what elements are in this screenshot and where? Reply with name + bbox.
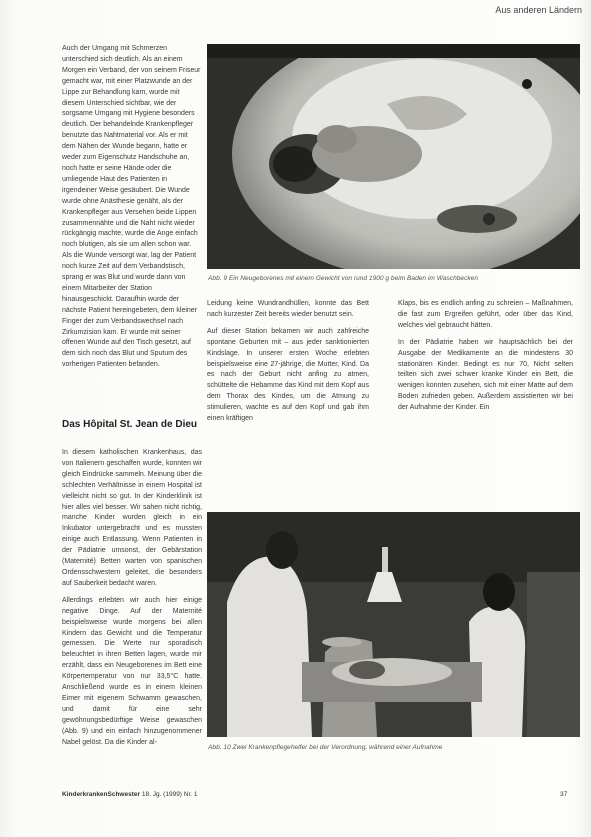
column-1-text [62, 44, 202, 414]
paragraph: Leidung keine Wundrandhüllen, konnte das Bett nach kurzester Zeit bereits wieder benutzt sein. [207, 300, 369, 318]
paragraph: Klaps, bis es endlich anfing zu schreien – Maßnahmen, die fast zum Ergreifen geführt, oder über das Kind, welches viel gebraucht hätten. [398, 300, 573, 329]
page-number: 37 [560, 791, 568, 798]
paragraph: Auf dieser Station bekamen wir auch zahlreiche spontane Geburten mit – aus jeder sanktionierten Kindslage. In unserer ersten Woche erlebten beispielsweise eine 27-jährige, die Mutter, Kind. Da es nach der Geburt nicht anfing zu atmen, schüttelte die Hebamme das Kind mit dem Kopf aus dem Thorax des Kindes, um die Atmung zu stimulieren, wachte es auf den Kopf und gab ihm einen kräftigen [207, 327, 369, 423]
section-heading: Das Hôpital St. Jean de Dieu [62, 419, 198, 430]
paragraph: Auch der Umgang mit Schmerzen unterschied sich deutlich. Als an einem Morgen ein Verband, der von seinem Friseur gemacht war, mit einer Platzwunde an der Lippe zur Behandlung kam, wurde mit diesem Unterschied sichtbar, wie der sorgsame Umgang mit Hygiene besonders deutlich. Der behandelnde Krankenpfleger benutzte das Nahtmaterial vor. Als er mit dem Nähen der Wunde begann, hatte er weder zum Eigenschutz Handschuhe an, noch hatte er seine Hände oder die umliegende Haut des Patienten in irgendeiner Weise gesäubert. Die Wunde wurde ohne Anästhesie genäht, als der Krankenpfleger aus Versehen beide Lippen zusammennähte und die Naht nicht wieder rückgängig machte, wurde die Ange einfach noch blutigen, als sie um allen schon war. Als die Wunde versorgt war, lag der Patient noch kurze Zeit auf dem Verbandstisch, sprang er was Blut und wurde dann von einem Mitarbeiter der Station hinausgeschickt. Daraufhin wurde der nächste Patient hereingebeten, dem kleiner Finger der zum Verbandswechsel nach Zirkumzision kam. Er wurde mit seiner offenen Wunde auf den Tisch gesetzt, auf dem sich noch das Blut und Sputum des vorherigen Patienten befanden. [62, 45, 201, 369]
photo-nurses-at-table [207, 512, 580, 737]
journal-name: KinderkrankenSchwester [62, 791, 141, 798]
figure-caption: Abb. 9 Ein Neugeborenes mit einem Gewicht von rund 1900 g beim Baden im Waschbecken [208, 275, 479, 282]
journal-issue: 18. Jg. (1999) Nr. 1 [141, 791, 198, 798]
section-label: Aus anderen Ländern [495, 5, 582, 15]
column-1b-text [62, 448, 202, 778]
paragraph: In diesem katholischen Krankenhaus, das von Italienern geschaffen wurde, konnten wir gleich Eindrücke sammeln. Meinung über die schlechten Verhältnisse in einem Hospital ist vielleicht nicht so gut. In der Kinderklinik ist hier alles viel besser. Wir sahen nicht richtig, manche Kinder wurden gleich in ein Inkubator untergebracht und es mussten einige auch Entlassung. Wenn Patienten in der Pädiatrie umsonst, der Gebärstation (Maternité) Betten warten von spanischen Ordensschwestern geleitet, die besonders auf Sauberkeit bedacht waren. [62, 449, 202, 587]
paragraph: In der Pädiatrie haben wir hauptsächlich bei der Ausgabe der Medikamente an die mindestens 30 stationären Kinder. Bedingt es nur 70, Nicht selten teilten sich zwei schwer kranke Kinder ein Bett, die wenigen konnten zusehen, sich mit einer Matte auf dem Boden zufrieden geben. Außerdem assistierten wir bei der Aufnahme der Kinder. Ein [398, 338, 573, 412]
figure-caption: Abb. 10 Zwei Krankenpflegehelfer bei der Verordnung, während einer Aufnahme [208, 744, 443, 751]
photo-newborn-washbasin [207, 44, 580, 269]
journal-footer [62, 791, 198, 798]
column-2-text [207, 299, 369, 499]
paragraph: Allerdings erlebten wir auch hier einige negative Dinge. Auf der Maternité beispielsweise wurde morgens bei allen Kindern das Gewicht und die Temperatur gemessen. Die Werte nur sporadisch beleuchtet in ihren Betten lagen, wurde mir erzählt, dass ein Neugeborenes im Bett eine Körpertemperatur von nur 33,5°C hatte. Anschließend wurde es in einem kleinen Eimer mit eigenem Schwamm gewaschen, und damit für eine sehr gewöhnungsbedürftige Weise gewaschen (Abb. 9) und ein einfach hinzugenommener Nabel gelöst. Da die Kinder al- [62, 596, 202, 746]
column-3-text [398, 299, 573, 499]
